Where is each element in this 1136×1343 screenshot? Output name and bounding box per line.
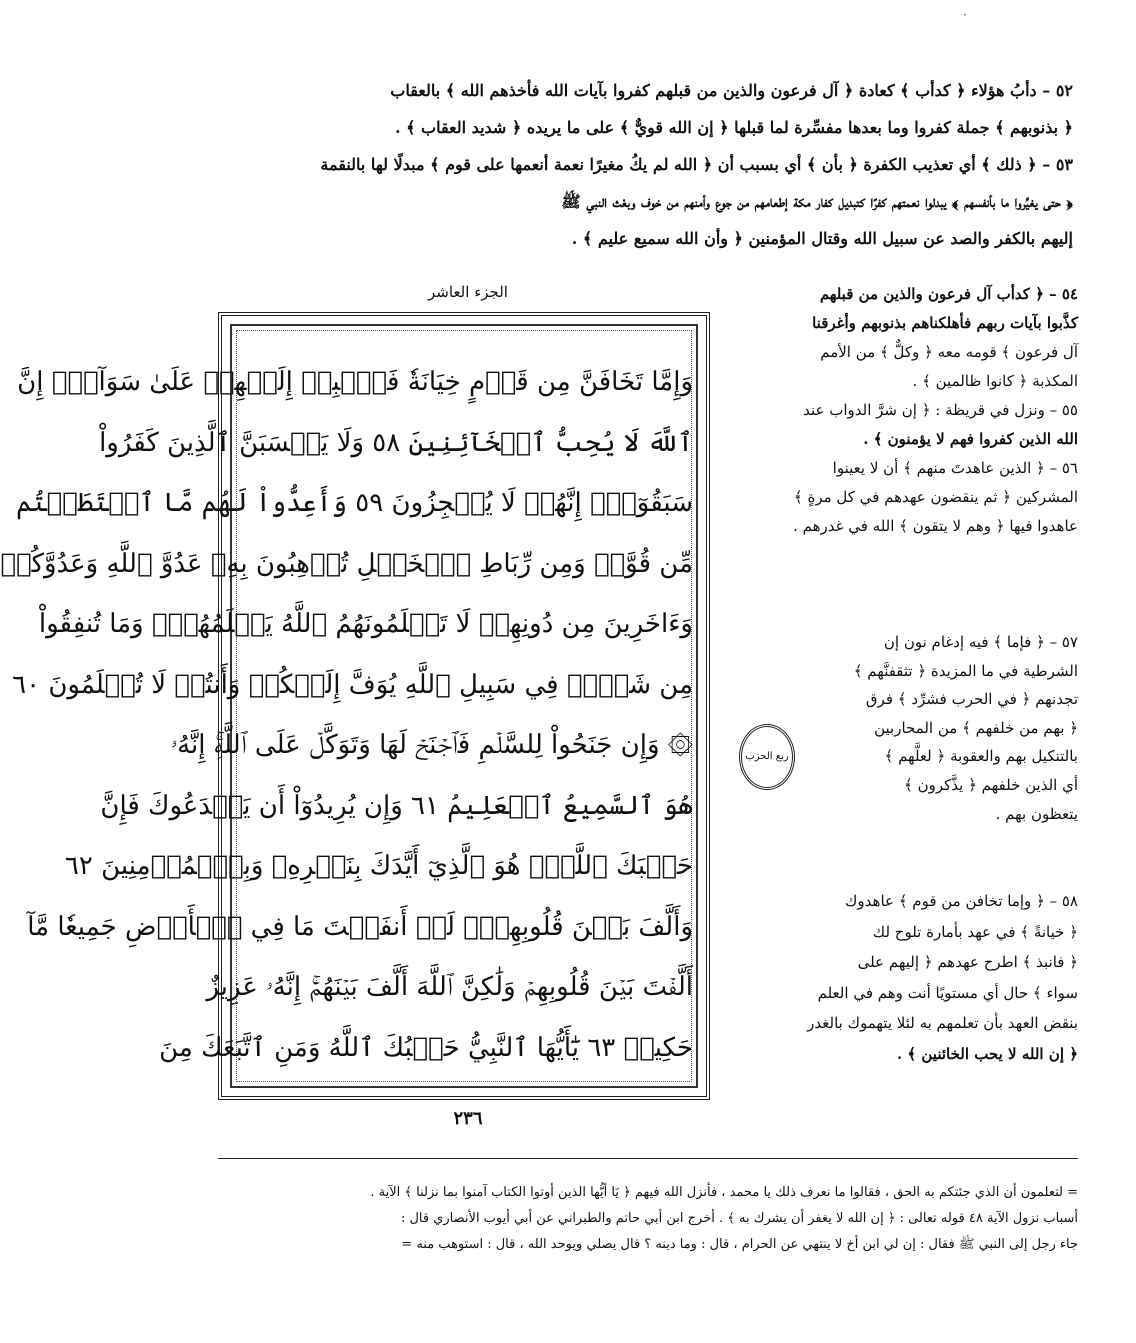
commentary-line: ٥٦ – ﴿ الذين عاهدتَ منهم ﴾ أن لا يعينوا: [832, 459, 1078, 477]
commentary-line: ﴿ بهم من خلفهم ﴾ من المحاربين: [874, 718, 1078, 737]
commentary-line: كذَّبوا بآيات ربهم فأهلكناهم بذنوبهم وأغرقنا: [812, 314, 1078, 332]
commentary-line: ٥٨ – ﴿ وإما تخافن من قوم ﴾ عاهدوك: [845, 892, 1078, 910]
commentary-line: آل فرعون ﴾ قومه معه ﴿ وكلٌّ ﴾ من الأمم: [820, 343, 1078, 361]
verse-line: وَأَلَّفَ بَيۡنَ قُلُوبِهِمۡۚ لَوۡ أَنفَقۡتَ مَا فِي ٱلۡأَرۡضِ جَمِيعٗا مَّآ: [27, 911, 693, 942]
corner-mark: ·: [963, 8, 967, 22]
footnote-line: جاء رجل إلى النبي ﷺ فقال : إن لي ابن أخ لا ينتهي عن الحرام ، قال : وما دينه ؟ قال يصلي ويوحد الله ، قال : استوهب منه =: [401, 1237, 1078, 1252]
verse-line: ٱللَّهَ لَا يُحِبُّ ٱلۡخَآئِنِينَ ٥٨ وَلَا يَحۡسَبَنَّ ٱلَّذِينَ كَفَرُواْ: [99, 427, 693, 458]
commentary-line: بنقض العهد بأن تعلمهم به لئلا يتهموك بالغدر: [807, 1014, 1078, 1032]
commentary-line: عاهدوا فيها ﴿ وهم لا يتقون ﴾ الله في غدرهم .: [793, 517, 1078, 535]
commentary-line: ٥٤ – ﴿ كدأب آل فرعون والذين من قبلهم: [819, 285, 1078, 303]
rub-hizb-badge: ربع الحزب: [739, 724, 795, 790]
commentary-line: ﴿ إن الله لا يحب الخائنين ﴾ .: [896, 1044, 1078, 1063]
verse-line: وَإِمَّا تَخَافَنَّ مِن قَوۡمٍ خِيَانَةٗ فَٱنۢبِذۡ إِلَيۡهِمۡ عَلَىٰ سَوَآءٍۚ إِنَّ: [17, 367, 693, 397]
side-commentary-narrow: [838, 628, 1078, 828]
commentary-line: المكذبة ﴿ كانوا ظالمين ﴾ .: [912, 372, 1078, 390]
footnote-line: أسباب نزول الآية ٤٨ قوله تعالى : ﴿ إن الله لا يغفر أن يشرك به ﴾ . أخرج ابن أبي حاتم والطبراني عن أبي أيوب الأنصاري قال :: [400, 1211, 1078, 1226]
verse-line: ۞ وَإِن جَنَحُواْ لِلسَّلۡمِ فَٱجۡنَحۡ لَهَا وَتَوَكَّلۡ عَلَى ٱللَّهِۚ إِنَّهُۥ: [170, 730, 693, 760]
footnote-line: = لتعلمون أن الذي جئتكم به الحق ، فقالوا ما نعرف ذلك يا محمد ، فأنزل الله فيهم ﴿ يَا أيُّها الذين أوتوا الكتاب آمنوا بما نزلنا ﴾ الآية .: [370, 1185, 1078, 1200]
verse-line: سَبَقُوٓاْۚ إِنَّهُمۡ لَا يُعۡجِزُونَ ٥٩ وَأَعِدُّواْ لَهُم مَّا ٱسۡتَطَعۡتُم: [16, 488, 693, 518]
rub-hizb-ornament: [734, 712, 800, 802]
commentary-line: ٥٧ – ﴿ فإما ﴾ فيه إدغام نون إن: [883, 633, 1078, 651]
footnote-divider: [218, 1158, 1078, 1159]
verse-line: مِّن قُوَّةٖ وَمِن رِّبَاطِ ٱلۡخَيۡلِ تُرۡهِبُونَ بِهِۦ عَدُوَّ ٱللَّهِ وَعَدُوَّكُمۡ: [0, 548, 693, 579]
commentary-line: ﴿ خيانةً ﴾ في عهد بأمارة تلوح لك: [872, 922, 1078, 941]
verse-line: حَكِيمٞ ٦٣ يَٰٓأَيُّهَا ٱلنَّبِيُّ حَسۡبُكَ ٱللَّهُ وَمَنِ ٱتَّبَعَكَ مِنَ: [159, 1032, 693, 1063]
commentary-line: أي الذين خلفهم ﴿ يذَّكرون ﴾: [904, 775, 1078, 794]
commentary-line: يتعظون بهم .: [995, 804, 1078, 823]
footnotes: [218, 1180, 1078, 1258]
side-commentary-top: [738, 280, 1078, 541]
juz-label: الجزء العاشر: [428, 283, 508, 301]
commentary-line: ﴿ فانبذ ﴾ اطرح عهدهم ﴿ إليهم على: [857, 953, 1078, 971]
commentary-line: ﴿ حتى يغيِّروا ما بأنفسهم ﴾ يبدلوا نعمتهم كفرًا كتبديل كفار مكة إطعامهم من جوع وأمنهم من خوف وبعْث النبي ﷺ: [561, 192, 1073, 211]
quran-text: [0, 352, 693, 1078]
commentary-line: إليهم بالكفر والصد عن سبيل الله وقتال المؤمنين ﴿ وأن الله سميع عليم ﴾ .: [571, 229, 1073, 248]
verse-line: أَلَّفۡتَ بَيۡنَ قُلُوبِهِمۡ وَلَٰكِنَّ ٱللَّهَ أَلَّفَ بَيۡنَهُمۡۚ إِنَّهُۥ عَزِيزٌ: [206, 972, 693, 1002]
side-commentary-bottom: [738, 886, 1078, 1069]
commentary-line: المشركين ﴿ ثم ينقضون عهدهم في كل مرةٍ ﴾: [793, 488, 1078, 506]
verse-line: حَسۡبَكَ ٱللَّهُۚ هُوَ ٱلَّذِيٓ أَيَّدَكَ بِنَصۡرِهِۦ وَبِٱلۡمُؤۡمِنِينَ ٦٢: [64, 851, 693, 881]
commentary-line: بالتنكيل بهم والعقوبة ﴿ لعلَّهم ﴾: [884, 747, 1078, 766]
verse-line: هُوَ ٱلسَّمِيعُ ٱلۡعَلِيمُ ٦١ وَإِن يُرِيدُوٓاْ أَن يَخۡدَعُوكَ فَإِنَّ: [100, 790, 693, 821]
commentary-line: سواء ﴾ حال أي مستويًا أنت وهم في العلم: [817, 983, 1078, 1002]
verse-line: مِن شَيۡءٖ فِي سَبِيلِ ٱللَّهِ يُوَفَّ إِلَيۡكُمۡ وَأَنتُمۡ لَا تُظۡلَمُونَ ٦٠: [12, 669, 693, 700]
commentary-line: تجدنهم ﴿ في الحرب فشرِّد ﴾ فرق: [865, 690, 1078, 709]
page-number: ٢٣٦: [453, 1108, 483, 1129]
commentary-line: ٥٥ – ونزل في قريظة : ﴿ إن شرَّ الدواب عند: [803, 401, 1078, 419]
commentary-line: الله الذين كفروا فهم لا يؤمنون ﴾ .: [863, 430, 1078, 448]
verse-line: وَءَاخَرِينَ مِن دُونِهِمۡ لَا تَعۡلَمُونَهُمُ ٱللَّهُ يَعۡلَمُهُمۡۚ وَمَا تُنفِقُواْ: [38, 609, 693, 639]
commentary-line: ٥٣ – ﴿ ذلك ﴾ أي تعذيب الكفرة ﴿ بأن ﴾ أي بسبب أن ﴿ الله لم يكُ مغيرًا نعمة أنعمها على قوم ﴾ مبدلًا لها بالنقمة: [320, 155, 1073, 174]
top-commentary: [218, 72, 1073, 257]
commentary-line: الشرطية في ما المزيدة ﴿ تثقفنَّهم ﴾: [853, 661, 1078, 680]
commentary-line: ٥٢ – دأبُ هؤلاء ﴿ كدأب ﴾ كعادة ﴿ آل فرعون والذين من قبلهم كفروا بآيات الله فأخذهم الله ﴾ بالعقاب: [390, 81, 1073, 100]
commentary-line: ﴿ بذنوبهم ﴾ جملة كفروا وما بعدها مفسِّرة لما قبلها ﴿ إن الله قويٌّ ﴾ على ما يريده ﴿ شديد العقاب ﴾ .: [394, 118, 1073, 137]
